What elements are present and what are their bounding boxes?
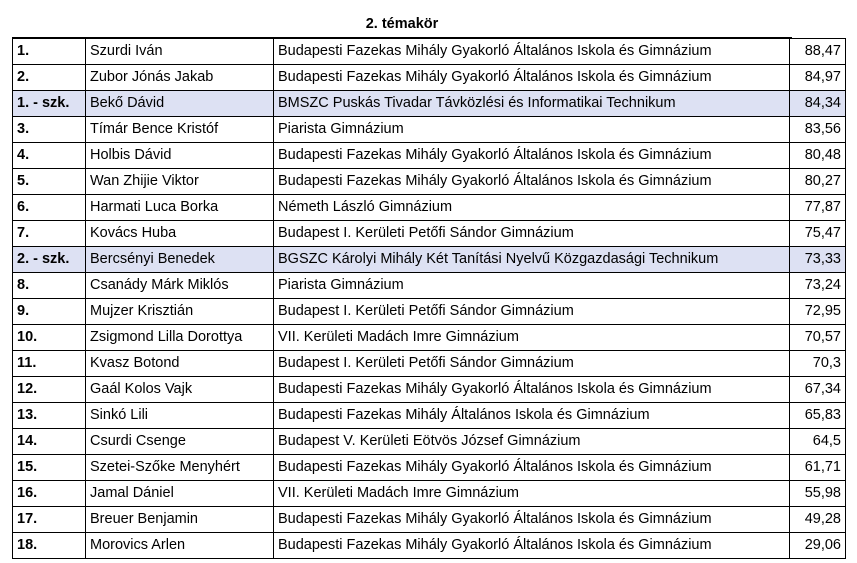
table-row bbox=[13, 221, 846, 247]
school-cell: Budapesti Fazekas Mihály Gyakorló Általános Iskola és Gimnázium bbox=[274, 507, 790, 533]
name-cell: Breuer Benjamin bbox=[86, 507, 274, 533]
table-row bbox=[13, 481, 846, 507]
score-cell: 88,47 bbox=[790, 39, 846, 65]
rank-cell: 1. - szk. bbox=[13, 91, 86, 117]
school-cell: Budapest I. Kerületi Petőfi Sándor Gimnázium bbox=[274, 221, 790, 247]
name-cell: Wan Zhijie Viktor bbox=[86, 169, 274, 195]
score-cell: 75,47 bbox=[790, 221, 846, 247]
table-row bbox=[13, 195, 846, 221]
rank-cell: 13. bbox=[13, 403, 86, 429]
school-cell: VII. Kerületi Madách Imre Gimnázium bbox=[274, 481, 790, 507]
name-cell: Mujzer Krisztián bbox=[86, 299, 274, 325]
table-row bbox=[13, 65, 846, 91]
name-cell: Kovács Huba bbox=[86, 221, 274, 247]
school-cell: VII. Kerületi Madách Imre Gimnázium bbox=[274, 325, 790, 351]
rank-cell: 9. bbox=[13, 299, 86, 325]
score-cell: 70,3 bbox=[790, 351, 846, 377]
score-cell: 61,71 bbox=[790, 455, 846, 481]
table-row bbox=[13, 377, 846, 403]
rank-cell: 5. bbox=[13, 169, 86, 195]
rank-cell: 7. bbox=[13, 221, 86, 247]
name-cell: Jamal Dániel bbox=[86, 481, 274, 507]
score-cell: 80,27 bbox=[790, 169, 846, 195]
score-cell: 73,33 bbox=[790, 247, 846, 273]
rank-cell: 2. - szk. bbox=[13, 247, 86, 273]
score-cell: 67,34 bbox=[790, 377, 846, 403]
school-cell: Budapesti Fazekas Mihály Gyakorló Általános Iskola és Gimnázium bbox=[274, 455, 790, 481]
score-cell: 65,83 bbox=[790, 403, 846, 429]
score-cell: 55,98 bbox=[790, 481, 846, 507]
score-cell: 70,57 bbox=[790, 325, 846, 351]
name-cell: Szurdi Iván bbox=[86, 39, 274, 65]
score-cell: 84,34 bbox=[790, 91, 846, 117]
score-cell: 72,95 bbox=[790, 299, 846, 325]
name-cell: Csanády Márk Miklós bbox=[86, 273, 274, 299]
table-row bbox=[13, 325, 846, 351]
rank-cell: 2. bbox=[13, 65, 86, 91]
score-cell: 83,56 bbox=[790, 117, 846, 143]
school-cell: Budapest V. Kerületi Eötvös József Gimnázium bbox=[274, 429, 790, 455]
school-cell: Budapesti Fazekas Mihály Gyakorló Általános Iskola és Gimnázium bbox=[274, 533, 790, 559]
name-cell: Tímár Bence Kristóf bbox=[86, 117, 274, 143]
name-cell: Bercsényi Benedek bbox=[86, 247, 274, 273]
table-row bbox=[13, 91, 846, 117]
name-cell: Holbis Dávid bbox=[86, 143, 274, 169]
score-cell: 73,24 bbox=[790, 273, 846, 299]
table-row bbox=[13, 169, 846, 195]
rank-cell: 15. bbox=[13, 455, 86, 481]
rank-cell: 3. bbox=[13, 117, 86, 143]
school-cell: Budapesti Fazekas Mihály Gyakorló Általános Iskola és Gimnázium bbox=[274, 143, 790, 169]
score-cell: 49,28 bbox=[790, 507, 846, 533]
name-cell: Gaál Kolos Vajk bbox=[86, 377, 274, 403]
score-cell: 80,48 bbox=[790, 143, 846, 169]
table-row bbox=[13, 429, 846, 455]
table-row bbox=[13, 533, 846, 559]
rank-cell: 4. bbox=[13, 143, 86, 169]
school-cell: Németh László Gimnázium bbox=[274, 195, 790, 221]
score-cell: 29,06 bbox=[790, 533, 846, 559]
table-row bbox=[13, 507, 846, 533]
school-cell: BMSZC Puskás Tivadar Távközlési és Informatikai Technikum bbox=[274, 91, 790, 117]
table-row bbox=[13, 273, 846, 299]
school-cell: Budapest I. Kerületi Petőfi Sándor Gimnázium bbox=[274, 299, 790, 325]
school-cell: Budapesti Fazekas Mihály Gyakorló Általános Iskola és Gimnázium bbox=[274, 39, 790, 65]
school-cell: BGSZC Károlyi Mihály Két Tanítási Nyelvű Közgazdasági Technikum bbox=[274, 247, 790, 273]
table-row bbox=[13, 39, 846, 65]
school-cell: Budapesti Fazekas Mihály Gyakorló Általános Iskola és Gimnázium bbox=[274, 377, 790, 403]
school-cell: Budapesti Fazekas Mihály Gyakorló Általános Iskola és Gimnázium bbox=[274, 169, 790, 195]
rank-cell: 10. bbox=[13, 325, 86, 351]
results-table bbox=[12, 38, 846, 559]
table-row bbox=[13, 455, 846, 481]
rank-cell: 8. bbox=[13, 273, 86, 299]
score-cell: 64,5 bbox=[790, 429, 846, 455]
rank-cell: 14. bbox=[13, 429, 86, 455]
name-cell: Szetei-Szőke Menyhért bbox=[86, 455, 274, 481]
rank-cell: 6. bbox=[13, 195, 86, 221]
name-cell: Zubor Jónás Jakab bbox=[86, 65, 274, 91]
table-row bbox=[13, 247, 846, 273]
page-title: 2. témakör bbox=[365, 16, 439, 32]
name-cell: Sinkó Lili bbox=[86, 403, 274, 429]
name-cell: Bekő Dávid bbox=[86, 91, 274, 117]
table-row bbox=[13, 117, 846, 143]
school-cell: Piarista Gimnázium bbox=[274, 273, 790, 299]
score-cell: 77,87 bbox=[790, 195, 846, 221]
name-cell: Kvasz Botond bbox=[86, 351, 274, 377]
school-cell: Piarista Gimnázium bbox=[274, 117, 790, 143]
rank-cell: 1. bbox=[13, 39, 86, 65]
school-cell: Budapesti Fazekas Mihály Gyakorló Általános Iskola és Gimnázium bbox=[274, 65, 790, 91]
rank-cell: 17. bbox=[13, 507, 86, 533]
table-row bbox=[13, 143, 846, 169]
rank-cell: 18. bbox=[13, 533, 86, 559]
results-table-body bbox=[13, 39, 846, 559]
name-cell: Zsigmond Lilla Dorottya bbox=[86, 325, 274, 351]
score-cell: 84,97 bbox=[790, 65, 846, 91]
rank-cell: 12. bbox=[13, 377, 86, 403]
table-row bbox=[13, 351, 846, 377]
school-cell: Budapest I. Kerületi Petőfi Sándor Gimnázium bbox=[274, 351, 790, 377]
school-cell: Budapesti Fazekas Mihály Általános Iskola és Gimnázium bbox=[274, 403, 790, 429]
rank-cell: 16. bbox=[13, 481, 86, 507]
header bbox=[12, 0, 792, 38]
table-row bbox=[13, 299, 846, 325]
name-cell: Harmati Luca Borka bbox=[86, 195, 274, 221]
table-row bbox=[13, 403, 846, 429]
name-cell: Csurdi Csenge bbox=[86, 429, 274, 455]
name-cell: Morovics Arlen bbox=[86, 533, 274, 559]
rank-cell: 11. bbox=[13, 351, 86, 377]
